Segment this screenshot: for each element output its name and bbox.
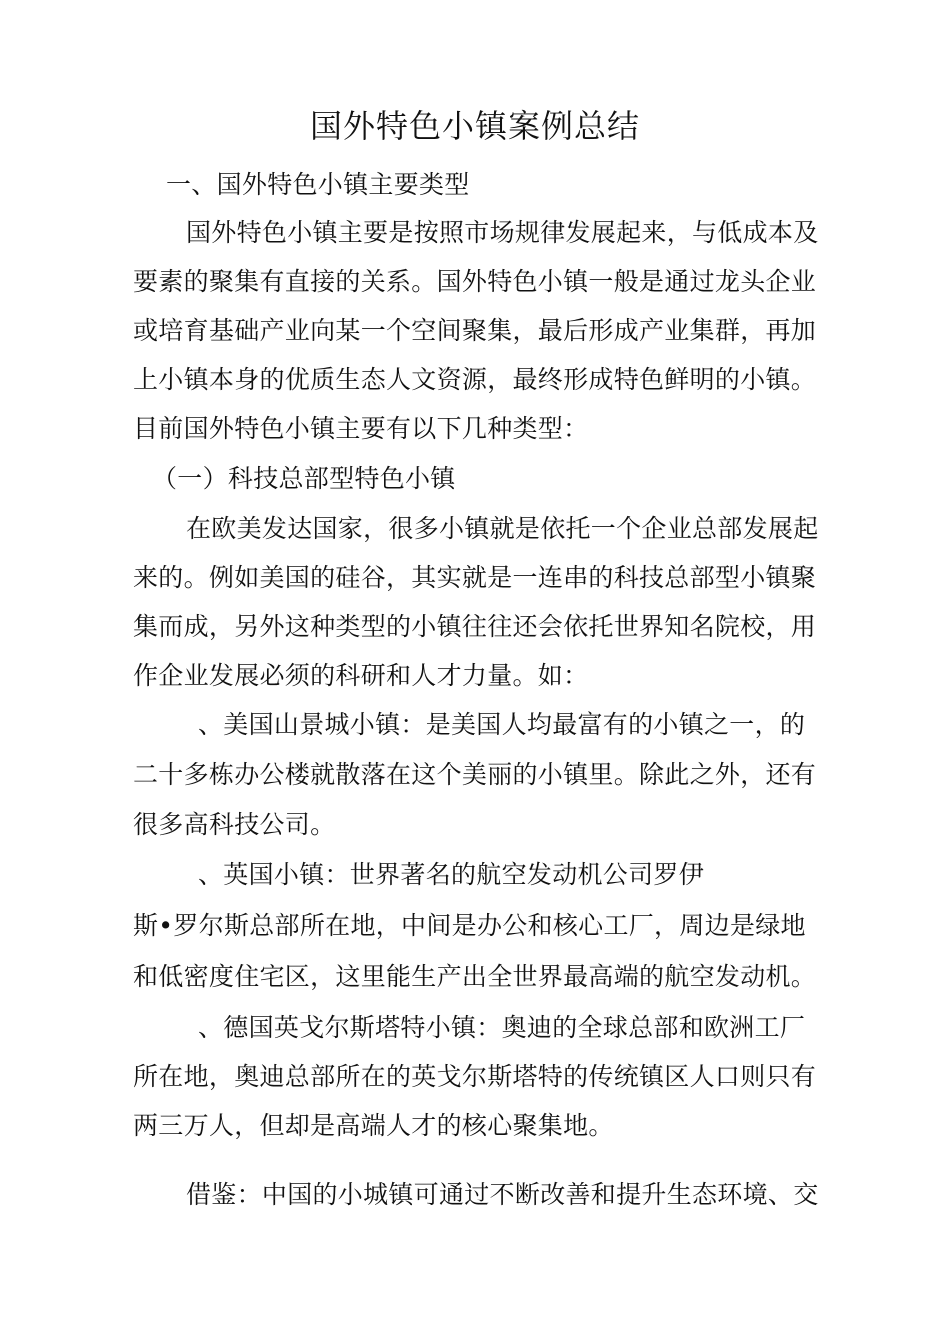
paragraph-line: 来的。例如美国的硅谷，其实就是一连串的科技总部型小镇聚 xyxy=(133,563,817,592)
paragraph-line: 目前国外特色小镇主要有以下几种类型： xyxy=(133,414,589,443)
example-line: 两三万人，但却是高端人才的核心聚集地。 xyxy=(133,1111,614,1140)
example-line: 很多高科技公司。 xyxy=(133,810,336,839)
example-line: 斯•罗尔斯总部所在地，中间是办公和核心工厂，周边是绿地 xyxy=(133,911,806,940)
paragraph-line: 国外特色小镇主要是按照市场规律发展起来，与低成本及 xyxy=(186,218,819,247)
example-line: 二十多栋办公楼就散落在这个美丽的小镇里。除此之外，还有 xyxy=(133,760,817,789)
paragraph-line: 集而成，另外这种类型的小镇往往还会依托世界知名院校，用 xyxy=(133,612,817,641)
paragraph-line: 作企业发展必须的科研和人才力量。如： xyxy=(133,661,589,690)
example-line: 、英国小镇：世界著名的航空发动机公司罗伊 xyxy=(198,860,705,889)
subsection-heading: （一）科技总部型特色小镇 xyxy=(152,464,456,493)
example-line: 所在地，奥迪总部所在的英戈尔斯塔特的传统镇区人口则只有 xyxy=(133,1062,817,1091)
example-line: 、美国山景城小镇：是美国人均最富有的小镇之一，的 xyxy=(198,710,806,739)
paragraph-line: 上小镇本身的优质生态人文资源，最终形成特色鲜明的小镇。 xyxy=(133,365,817,394)
paragraph-line: 或培育基础产业向某一个空间聚集，最后形成产业集群，再加 xyxy=(133,316,817,345)
section-heading: 一、国外特色小镇主要类型 xyxy=(166,170,470,199)
paragraph-line: 借鉴：中国的小城镇可通过不断改善和提升生态环境、交 xyxy=(186,1180,819,1209)
example-line: 和低密度住宅区，这里能生产出全世界最高端的航空发动机。 xyxy=(133,962,817,991)
example-line: 、德国英戈尔斯塔特小镇：奥迪的全球总部和欧洲工厂 xyxy=(198,1013,806,1042)
paragraph-line: 在欧美发达国家，很多小镇就是依托一个企业总部发展起 xyxy=(186,514,819,543)
document-title: 国外特色小镇案例总结 xyxy=(309,107,640,145)
paragraph-line: 要素的聚集有直接的关系。国外特色小镇一般是通过龙头企业 xyxy=(133,267,817,296)
